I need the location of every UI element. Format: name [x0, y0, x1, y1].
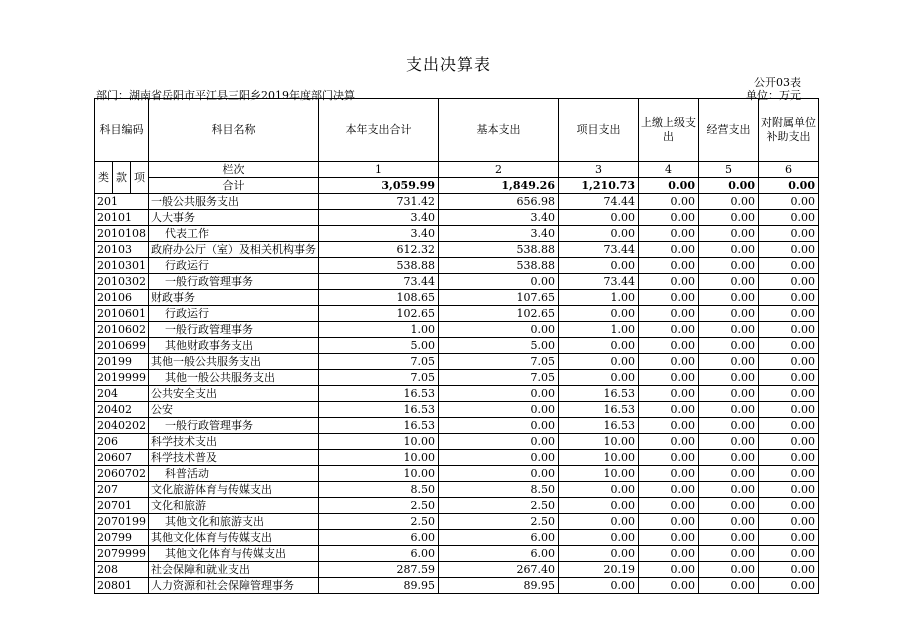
- amount-cell: 0.00: [699, 418, 759, 434]
- amount-cell: 7.05: [319, 370, 439, 386]
- subject-code-cell: 2019999: [95, 370, 149, 386]
- amount-cell: 0.00: [699, 338, 759, 354]
- subject-code-cell: 2010301: [95, 258, 149, 274]
- column-index-row: [95, 162, 819, 178]
- subject-code-cell: 20607: [95, 450, 149, 466]
- amount-cell: 0.00: [759, 290, 819, 306]
- amount-cell: 0.00: [559, 226, 639, 242]
- amount-cell: 0.00: [699, 194, 759, 210]
- amount-cell: 0.00: [559, 578, 639, 594]
- amount-cell: 0.00: [759, 482, 819, 498]
- amount-cell: 3.40: [439, 226, 559, 242]
- subject-code-cell: 2060702: [95, 466, 149, 482]
- amount-cell: 0.00: [639, 210, 699, 226]
- subject-code-cell: 208: [95, 562, 149, 578]
- amount-cell: 0.00: [759, 562, 819, 578]
- total-cell: 0.00: [759, 178, 819, 194]
- subject-code-cell: 20402: [95, 402, 149, 418]
- amount-cell: 0.00: [699, 482, 759, 498]
- amount-cell: 73.44: [559, 242, 639, 258]
- col-index-3: 3: [559, 162, 639, 178]
- amount-cell: 0.00: [759, 418, 819, 434]
- amount-cell: 0.00: [639, 450, 699, 466]
- col-index-5: 5: [699, 162, 759, 178]
- amount-cell: 74.44: [559, 194, 639, 210]
- amount-cell: 0.00: [759, 578, 819, 594]
- amount-cell: 0.00: [639, 418, 699, 434]
- amount-cell: 538.88: [319, 258, 439, 274]
- amount-cell: 0.00: [759, 242, 819, 258]
- amount-cell: 0.00: [699, 274, 759, 290]
- table-row: [95, 194, 819, 210]
- header-total: 本年支出合计: [319, 99, 439, 162]
- amount-cell: 16.53: [319, 402, 439, 418]
- header-xiang: 项: [131, 162, 149, 194]
- amount-cell: 0.00: [699, 386, 759, 402]
- department-label: 部门：湖南省岳阳市平江县三阳乡2019年度部门决算: [96, 89, 355, 102]
- amount-cell: 107.65: [439, 290, 559, 306]
- amount-cell: 0.00: [559, 354, 639, 370]
- amount-cell: 0.00: [639, 258, 699, 274]
- header-lei: 类: [95, 162, 113, 194]
- amount-cell: 0.00: [759, 514, 819, 530]
- amount-cell: 656.98: [439, 194, 559, 210]
- amount-cell: 2.50: [319, 514, 439, 530]
- amount-cell: 0.00: [699, 322, 759, 338]
- amount-cell: 0.00: [759, 258, 819, 274]
- amount-cell: 0.00: [639, 338, 699, 354]
- amount-cell: 0.00: [639, 354, 699, 370]
- amount-cell: 0.00: [559, 514, 639, 530]
- amount-cell: 287.59: [319, 562, 439, 578]
- col-index-1: 1: [319, 162, 439, 178]
- subject-name-cell: 其他文化体育与传媒支出: [149, 530, 319, 546]
- subject-code-cell: 2079999: [95, 546, 149, 562]
- amount-cell: 0.00: [439, 418, 559, 434]
- subject-name-cell: 人大事务: [149, 210, 319, 226]
- subject-name-cell: 科普活动: [149, 466, 319, 482]
- amount-cell: 0.00: [699, 402, 759, 418]
- amount-cell: 102.65: [439, 306, 559, 322]
- table-row: [95, 338, 819, 354]
- subject-code-cell: 20701: [95, 498, 149, 514]
- subject-name-cell: 一般公共服务支出: [149, 194, 319, 210]
- subject-code-cell: 2010601: [95, 306, 149, 322]
- amount-cell: 0.00: [639, 514, 699, 530]
- amount-cell: 0.00: [639, 370, 699, 386]
- table-row: [95, 450, 819, 466]
- amount-cell: 0.00: [759, 194, 819, 210]
- amount-cell: 0.00: [759, 226, 819, 242]
- amount-cell: 3.40: [319, 210, 439, 226]
- header-row: [95, 99, 819, 162]
- subject-name-cell: 科学技术普及: [149, 450, 319, 466]
- amount-cell: 10.00: [319, 466, 439, 482]
- amount-cell: 0.00: [639, 194, 699, 210]
- subject-code-cell: 206: [95, 434, 149, 450]
- amount-cell: 1.00: [559, 322, 639, 338]
- subject-code-cell: 20801: [95, 578, 149, 594]
- amount-cell: 1.00: [559, 290, 639, 306]
- amount-cell: 89.95: [319, 578, 439, 594]
- amount-cell: 0.00: [759, 450, 819, 466]
- amount-cell: 0.00: [699, 370, 759, 386]
- amount-cell: 0.00: [639, 482, 699, 498]
- amount-cell: 0.00: [699, 514, 759, 530]
- amount-cell: 0.00: [759, 402, 819, 418]
- amount-cell: 538.88: [439, 242, 559, 258]
- total-row: [95, 178, 819, 194]
- amount-cell: 8.50: [319, 482, 439, 498]
- amount-cell: 0.00: [639, 530, 699, 546]
- subject-name-cell: 文化和旅游: [149, 498, 319, 514]
- header-subsidy: 对附属单位补助支出: [759, 99, 819, 162]
- amount-cell: 1.00: [319, 322, 439, 338]
- subject-name-cell: 一般行政管理事务: [149, 274, 319, 290]
- amount-cell: 0.00: [699, 434, 759, 450]
- amount-cell: 2.50: [319, 498, 439, 514]
- amount-cell: 0.00: [639, 322, 699, 338]
- amount-cell: 267.40: [439, 562, 559, 578]
- amount-cell: 0.00: [759, 338, 819, 354]
- header-code: 科目编码: [95, 99, 149, 162]
- header-project: 项目支出: [559, 99, 639, 162]
- amount-cell: 10.00: [559, 466, 639, 482]
- amount-cell: 0.00: [439, 402, 559, 418]
- amount-cell: 3.40: [439, 210, 559, 226]
- table-row: [95, 370, 819, 386]
- amount-cell: 16.53: [559, 402, 639, 418]
- table-row: [95, 418, 819, 434]
- table-row: [95, 386, 819, 402]
- amount-cell: 16.53: [559, 418, 639, 434]
- header-basic: 基本支出: [439, 99, 559, 162]
- subject-name-cell: 文化旅游体育与传媒支出: [149, 482, 319, 498]
- table-row: [95, 402, 819, 418]
- amount-cell: 0.00: [639, 578, 699, 594]
- page-title: 支出决算表: [405, 55, 491, 74]
- amount-cell: 0.00: [439, 386, 559, 402]
- amount-cell: 5.00: [439, 338, 559, 354]
- col-index-6: 6: [759, 162, 819, 178]
- amount-cell: 7.05: [319, 354, 439, 370]
- amount-cell: 6.00: [319, 546, 439, 562]
- amount-cell: 0.00: [699, 578, 759, 594]
- amount-cell: 73.44: [319, 274, 439, 290]
- subject-code-cell: 204: [95, 386, 149, 402]
- amount-cell: 6.00: [439, 546, 559, 562]
- amount-cell: 0.00: [639, 386, 699, 402]
- amount-cell: 0.00: [699, 306, 759, 322]
- subject-code-cell: 2010699: [95, 338, 149, 354]
- subject-code-cell: 20799: [95, 530, 149, 546]
- amount-cell: 0.00: [559, 210, 639, 226]
- header-kuan: 款: [113, 162, 131, 194]
- table-row: [95, 258, 819, 274]
- amount-cell: 0.00: [439, 450, 559, 466]
- amount-cell: 0.00: [639, 466, 699, 482]
- header-lanci: 栏次: [149, 162, 319, 178]
- subject-code-cell: 20199: [95, 354, 149, 370]
- amount-cell: 0.00: [759, 322, 819, 338]
- amount-cell: 0.00: [639, 306, 699, 322]
- table-row: [95, 434, 819, 450]
- header-name: 科目名称: [149, 99, 319, 162]
- subject-code-cell: 207: [95, 482, 149, 498]
- expenditure-table: [94, 98, 819, 594]
- table-row: [95, 530, 819, 546]
- subject-name-cell: 一般行政管理事务: [149, 322, 319, 338]
- amount-cell: 108.65: [319, 290, 439, 306]
- subject-name-cell: 代表工作: [149, 226, 319, 242]
- table-row: [95, 562, 819, 578]
- amount-cell: 2.50: [439, 514, 559, 530]
- subject-code-cell: 20101: [95, 210, 149, 226]
- amount-cell: 89.95: [439, 578, 559, 594]
- amount-cell: 0.00: [699, 290, 759, 306]
- amount-cell: 0.00: [559, 530, 639, 546]
- amount-cell: 0.00: [759, 498, 819, 514]
- header-business: 经营支出: [699, 99, 759, 162]
- table-row: [95, 226, 819, 242]
- amount-cell: 0.00: [439, 434, 559, 450]
- amount-cell: 3.40: [319, 226, 439, 242]
- amount-cell: 0.00: [699, 450, 759, 466]
- amount-cell: 0.00: [759, 386, 819, 402]
- table-row: [95, 546, 819, 562]
- amount-cell: 0.00: [699, 258, 759, 274]
- amount-cell: 0.00: [759, 354, 819, 370]
- subject-name-cell: 其他一般公共服务支出: [149, 354, 319, 370]
- subject-name-cell: 其他文化体育与传媒支出: [149, 546, 319, 562]
- amount-cell: 20.19: [559, 562, 639, 578]
- unit-label: 单位：万元: [746, 89, 801, 102]
- amount-cell: 0.00: [759, 466, 819, 482]
- subject-name-cell: 科学技术支出: [149, 434, 319, 450]
- subject-code-cell: 201: [95, 194, 149, 210]
- subject-name-cell: 其他一般公共服务支出: [149, 370, 319, 386]
- amount-cell: 10.00: [319, 450, 439, 466]
- total-label: 合计: [149, 178, 319, 194]
- amount-cell: 5.00: [319, 338, 439, 354]
- amount-cell: 16.53: [319, 386, 439, 402]
- amount-cell: 0.00: [559, 498, 639, 514]
- amount-cell: 0.00: [759, 434, 819, 450]
- subject-name-cell: 其他文化和旅游支出: [149, 514, 319, 530]
- total-cell: 3,059.99: [319, 178, 439, 194]
- total-cell: 1,210.73: [559, 178, 639, 194]
- subject-name-cell: 社会保障和就业支出: [149, 562, 319, 578]
- subject-code-cell: 2010602: [95, 322, 149, 338]
- subject-name-cell: 行政运行: [149, 306, 319, 322]
- amount-cell: 10.00: [559, 434, 639, 450]
- table-row: [95, 514, 819, 530]
- amount-cell: 0.00: [759, 306, 819, 322]
- table-row: [95, 210, 819, 226]
- col-index-2: 2: [439, 162, 559, 178]
- amount-cell: 0.00: [699, 210, 759, 226]
- subject-name-cell: 人力资源和社会保障管理事务: [149, 578, 319, 594]
- amount-cell: 0.00: [699, 354, 759, 370]
- amount-cell: 612.32: [319, 242, 439, 258]
- total-cell: 0.00: [639, 178, 699, 194]
- amount-cell: 0.00: [639, 434, 699, 450]
- amount-cell: 0.00: [699, 466, 759, 482]
- amount-cell: 0.00: [639, 290, 699, 306]
- amount-cell: 731.42: [319, 194, 439, 210]
- form-number: 公开03表: [754, 76, 801, 89]
- subject-code-cell: 20106: [95, 290, 149, 306]
- table-row: [95, 322, 819, 338]
- table-row: [95, 498, 819, 514]
- amount-cell: 6.00: [319, 530, 439, 546]
- amount-cell: 0.00: [559, 546, 639, 562]
- amount-cell: 7.05: [439, 370, 559, 386]
- amount-cell: 0.00: [759, 274, 819, 290]
- amount-cell: 0.00: [759, 546, 819, 562]
- amount-cell: 0.00: [699, 530, 759, 546]
- amount-cell: 0.00: [439, 274, 559, 290]
- col-index-4: 4: [639, 162, 699, 178]
- amount-cell: 538.88: [439, 258, 559, 274]
- amount-cell: 0.00: [559, 338, 639, 354]
- table-row: [95, 242, 819, 258]
- amount-cell: 16.53: [319, 418, 439, 434]
- subject-code-cell: 2010302: [95, 274, 149, 290]
- header-upper: 上缴上级支出: [639, 99, 699, 162]
- subject-name-cell: 一般行政管理事务: [149, 418, 319, 434]
- subject-code-cell: 20103: [95, 242, 149, 258]
- amount-cell: 0.00: [559, 258, 639, 274]
- amount-cell: 0.00: [699, 562, 759, 578]
- amount-cell: 0.00: [639, 242, 699, 258]
- subject-code-cell: 2010108: [95, 226, 149, 242]
- amount-cell: 0.00: [639, 402, 699, 418]
- subject-code-cell: 2040202: [95, 418, 149, 434]
- amount-cell: 0.00: [439, 466, 559, 482]
- amount-cell: 102.65: [319, 306, 439, 322]
- amount-cell: 0.00: [439, 322, 559, 338]
- amount-cell: 0.00: [559, 482, 639, 498]
- amount-cell: 0.00: [699, 226, 759, 242]
- table-row: [95, 274, 819, 290]
- table-row: [95, 482, 819, 498]
- subject-name-cell: 财政事务: [149, 290, 319, 306]
- amount-cell: 0.00: [759, 530, 819, 546]
- subject-name-cell: 行政运行: [149, 258, 319, 274]
- amount-cell: 0.00: [699, 498, 759, 514]
- subject-name-cell: 其他财政事务支出: [149, 338, 319, 354]
- amount-cell: 0.00: [639, 274, 699, 290]
- amount-cell: 0.00: [639, 562, 699, 578]
- subject-code-cell: 2070199: [95, 514, 149, 530]
- table-row: [95, 578, 819, 594]
- total-cell: 1,849.26: [439, 178, 559, 194]
- table-row: [95, 466, 819, 482]
- amount-cell: 0.00: [639, 498, 699, 514]
- subject-name-cell: 公安: [149, 402, 319, 418]
- subject-name-cell: 政府办公厅（室）及相关机构事务: [149, 242, 319, 258]
- amount-cell: 10.00: [559, 450, 639, 466]
- amount-cell: 7.05: [439, 354, 559, 370]
- amount-cell: 73.44: [559, 274, 639, 290]
- amount-cell: 0.00: [759, 370, 819, 386]
- table-row: [95, 306, 819, 322]
- subject-name-cell: 公共安全支出: [149, 386, 319, 402]
- amount-cell: 0.00: [699, 242, 759, 258]
- total-cell: 0.00: [699, 178, 759, 194]
- amount-cell: 8.50: [439, 482, 559, 498]
- amount-cell: 0.00: [759, 210, 819, 226]
- amount-cell: 6.00: [439, 530, 559, 546]
- amount-cell: 0.00: [639, 546, 699, 562]
- amount-cell: 0.00: [699, 546, 759, 562]
- amount-cell: 0.00: [559, 306, 639, 322]
- table-row: [95, 290, 819, 306]
- amount-cell: 10.00: [319, 434, 439, 450]
- table-row: [95, 354, 819, 370]
- amount-cell: 0.00: [559, 370, 639, 386]
- amount-cell: 0.00: [639, 226, 699, 242]
- amount-cell: 2.50: [439, 498, 559, 514]
- amount-cell: 16.53: [559, 386, 639, 402]
